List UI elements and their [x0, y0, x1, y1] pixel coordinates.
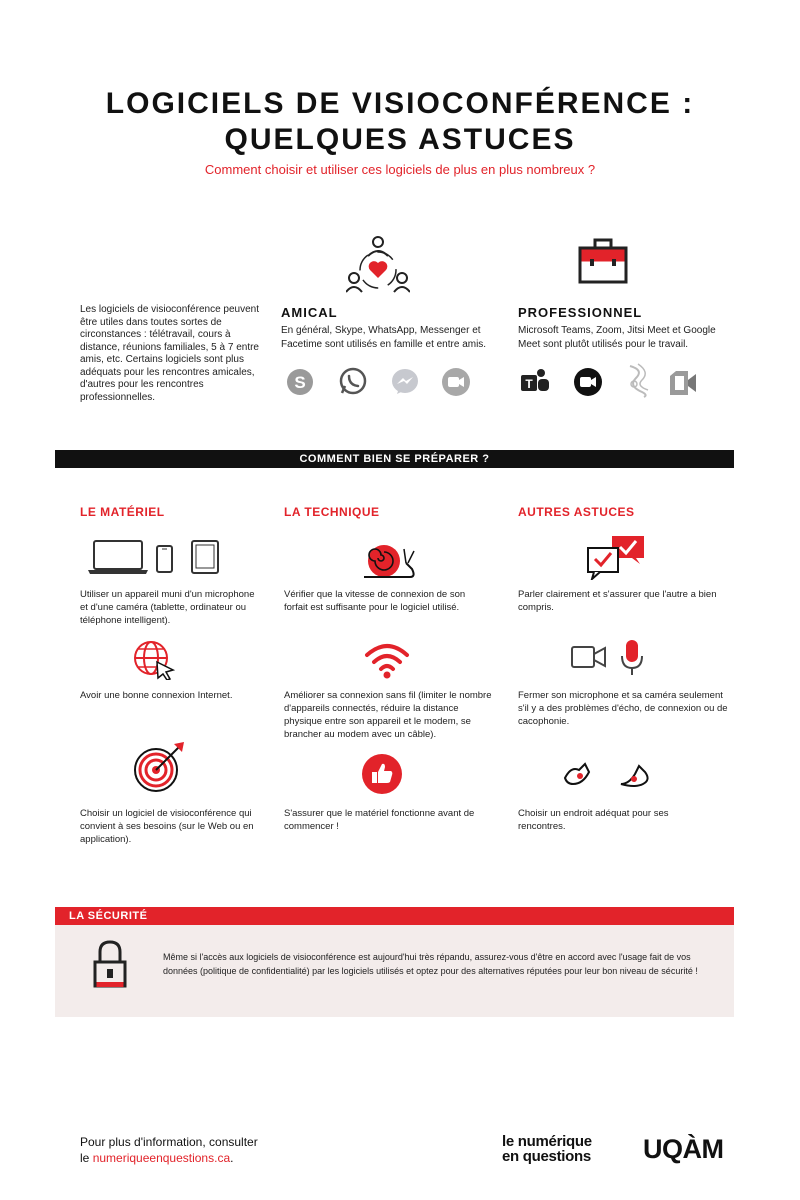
security-text: Même si l'accès aux logiciels de visioconférence est aujourd'hui très répandu, assurez-vous d'être en accord avec l'usage fait de vos données (politique de confidentialité) par les logiciels utilisés et optez pour des alternatives réputées pour leur bon niveau de sécurité !	[163, 952, 698, 976]
target-icon	[132, 740, 186, 794]
camera-icon	[571, 645, 607, 669]
chat-check-icon	[586, 534, 646, 580]
jitsi-icon	[624, 362, 654, 398]
thumbs-up-icon	[361, 753, 403, 795]
footer-info	[80, 1134, 258, 1166]
autres-tip-2: Fermer son microphone et sa caméra seulement s'il y a des problèmes d'écho, de connexion ou de cacophonie.	[518, 690, 728, 727]
footer-link[interactable]: numeriqueenquestions.ca	[92, 1151, 231, 1165]
teams-icon	[520, 368, 550, 396]
devices-icon	[88, 539, 222, 575]
professionnel-text: Microsoft Teams, Zoom, Jitsi Meet et Google Meet sont plutôt utilisés pour le travail.	[518, 325, 716, 350]
brand-line-2: en questions	[502, 1148, 591, 1165]
materiel-tip-3: Choisir un logiciel de visioconférence qui convient à ses besoins (sur le Web ou en application).	[80, 808, 254, 845]
title-line-1: LOGICIELS DE VISIOCONFÉRENCE :	[105, 87, 695, 120]
footer-prefix: le	[80, 1151, 93, 1165]
uqam-logo: UQÀM	[643, 1134, 724, 1164]
page-title	[0, 86, 800, 158]
technique-tip-2: Améliorer sa connexion sans fil (limiter le nombre d'appareils connectés, réduire la distance physique entre son appareil et le modem, se brancher au modem avec un câble).	[284, 690, 492, 740]
lock-icon	[92, 940, 128, 992]
materiel-heading: LE MATÉRIEL	[80, 505, 165, 519]
amical-heading: AMICAL	[281, 305, 338, 320]
autres-heading: AUTRES ASTUCES	[518, 505, 635, 519]
wifi-icon	[364, 641, 410, 679]
snail-icon	[362, 541, 416, 581]
google-meet-icon	[668, 370, 698, 396]
page-subtitle: Comment choisir et utiliser ces logiciels de plus en plus nombreux ?	[204, 162, 596, 177]
skype-icon	[286, 368, 314, 396]
zoom-icon	[573, 367, 603, 397]
autres-tip-3: Choisir un endroit adéquat pour ses rencontres.	[518, 808, 669, 832]
messenger-icon	[390, 367, 420, 397]
footer-suffix: .	[230, 1151, 234, 1165]
technique-tip-1: Vérifier que la vitesse de connexion de son forfait est suffisante pour le logiciel utilisé.	[284, 589, 466, 613]
technique-heading: LA TECHNIQUE	[284, 505, 380, 519]
materiel-tip-1: Utiliser un appareil muni d'un microphone et d'une caméra (tablette, ordinateur ou téléphone intelligent).	[80, 589, 255, 626]
materiel-tip-2: Avoir une bonne connexion Internet.	[80, 690, 233, 701]
briefcase-icon	[578, 238, 628, 284]
footer-line-1: Pour plus d'information, consulter	[80, 1135, 258, 1149]
meditation-hands-icon	[563, 760, 653, 790]
technique-tip-3: S'assurer que le matériel fonctionne avant de commencer !	[284, 808, 475, 832]
friends-heart-icon	[346, 232, 410, 296]
security-heading: LA SÉCURITÉ	[55, 907, 734, 925]
internet-globe-icon	[133, 640, 175, 680]
footer-line-2	[80, 1150, 258, 1166]
microphone-icon	[620, 638, 644, 676]
prepare-heading: COMMENT BIEN SE PRÉPARER ?	[55, 450, 734, 468]
autres-tip-1: Parler clairement et s'assurer que l'autre a bien compris.	[518, 589, 717, 613]
svg-text:S: S	[294, 373, 306, 392]
svg-text:T: T	[525, 377, 533, 391]
intro-text: Les logiciels de visioconférence peuvent être utiles dans toutes sortes de circonstances : télétravail, cours à distance, réunions familiales, 5 à 7 entre amis, etc. Certains logiciels sont plus adéquats pour les rencontres amicales, d'autres pour les rencontres professionnelles.	[80, 304, 259, 403]
title-line-2: QUELQUES ASTUCES	[224, 123, 576, 156]
facetime-icon	[441, 367, 471, 397]
professionnel-heading: PROFESSIONNEL	[518, 305, 643, 320]
brand-logo	[502, 1134, 592, 1164]
amical-text: En général, Skype, WhatsApp, Messenger et Facetime sont utilisés en famille et entre amis.	[281, 325, 487, 350]
whatsapp-icon	[338, 366, 368, 396]
brand-line-1: le numérique	[502, 1133, 592, 1150]
